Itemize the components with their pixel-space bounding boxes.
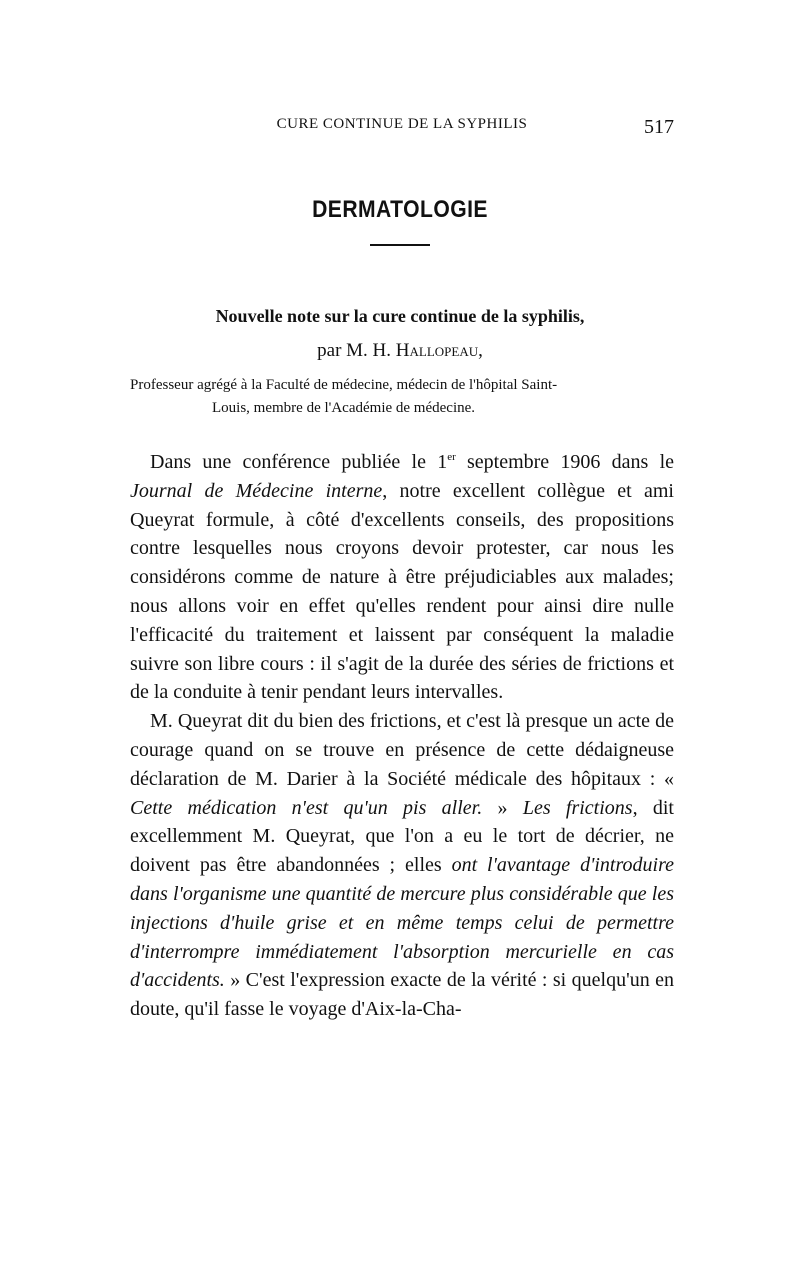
p1-superscript: er — [447, 451, 456, 463]
p2-quote-2: ont l'avantage d'introduire dans l'organisme une quantité de mercure plus considérable que les injections d'huile grise et en même temps celui de permettre d'interrompre immédiatement l'absorption mercurielle en cas d'accidents. — [130, 854, 675, 992]
p1-text-a: Dans une conférence publiée le 1 — [150, 451, 448, 473]
running-header — [130, 116, 674, 140]
p2-text-d: » C'est l'expression exacte de la vérité : si quelqu'un en doute, qu'il fasse le voyage d'Aix-la-Cha- — [130, 969, 674, 1021]
affiliation-line-1: Professeur agrégé à la Faculté de médecine, médecin de l'hôpital Saint- — [130, 377, 558, 393]
author-affiliation — [130, 374, 676, 420]
title-rule — [370, 244, 430, 246]
p2-text-c: , dit excellemment M. Queyrat, que l'on a eu le tort de décrier, ne doivent pas être abandonnées ; elles — [130, 796, 674, 877]
p1-text-c: , notre excellent collègue et ami Queyrat formule, à côté d'excellents conseils, des propositions contre lesquelles nous croyons devoir protester, car nous les considérons comme de nature à être préjudiciables aux malades; nous allons voir en effet qu'elles rendent pour ainsi dire nulle l'efficacité du traitement et laissent par conséquent la maladie suivre son libre cours : il s'agit de la durée des séries de frictions et de la conduite à tenir pendant leurs intervalles. — [130, 479, 674, 704]
affiliation-line-2: Louis, membre de l'Académie de médecine. — [212, 400, 476, 416]
p1-text-b: septembre 1906 dans le — [455, 451, 674, 473]
article-title: Nouvelle note sur la cure continue de la syphilis, — [215, 306, 585, 326]
section-title: DERMATOLOGIE — [312, 196, 488, 223]
running-title: CURE CONTINUE DE LA SYPHILIS — [276, 116, 528, 132]
paragraph-1 — [130, 448, 674, 707]
journal-title: Journal de Médecine interne — [130, 479, 383, 502]
paragraph-2 — [130, 707, 674, 1024]
article-body — [130, 448, 674, 1024]
author-line — [0, 340, 800, 362]
p2-text-a: M. Queyrat dit du bien des frictions, et c'est là presque un acte de courage quand on se trouve en présence de cette dédaigneuse déclaration de M. Darier à la Société médicale des hôpitaux : « — [130, 710, 674, 790]
page-number: 517 — [644, 116, 674, 138]
author-name: Hallopeau, — [395, 340, 483, 361]
p2-text-b: » — [482, 796, 523, 819]
p2-italic-frictions: Les frictions — [522, 796, 633, 819]
author-prefix: par M. H. — [317, 340, 396, 361]
p2-quote-1: Cette médication n'est qu'un pis aller. — [130, 796, 483, 819]
